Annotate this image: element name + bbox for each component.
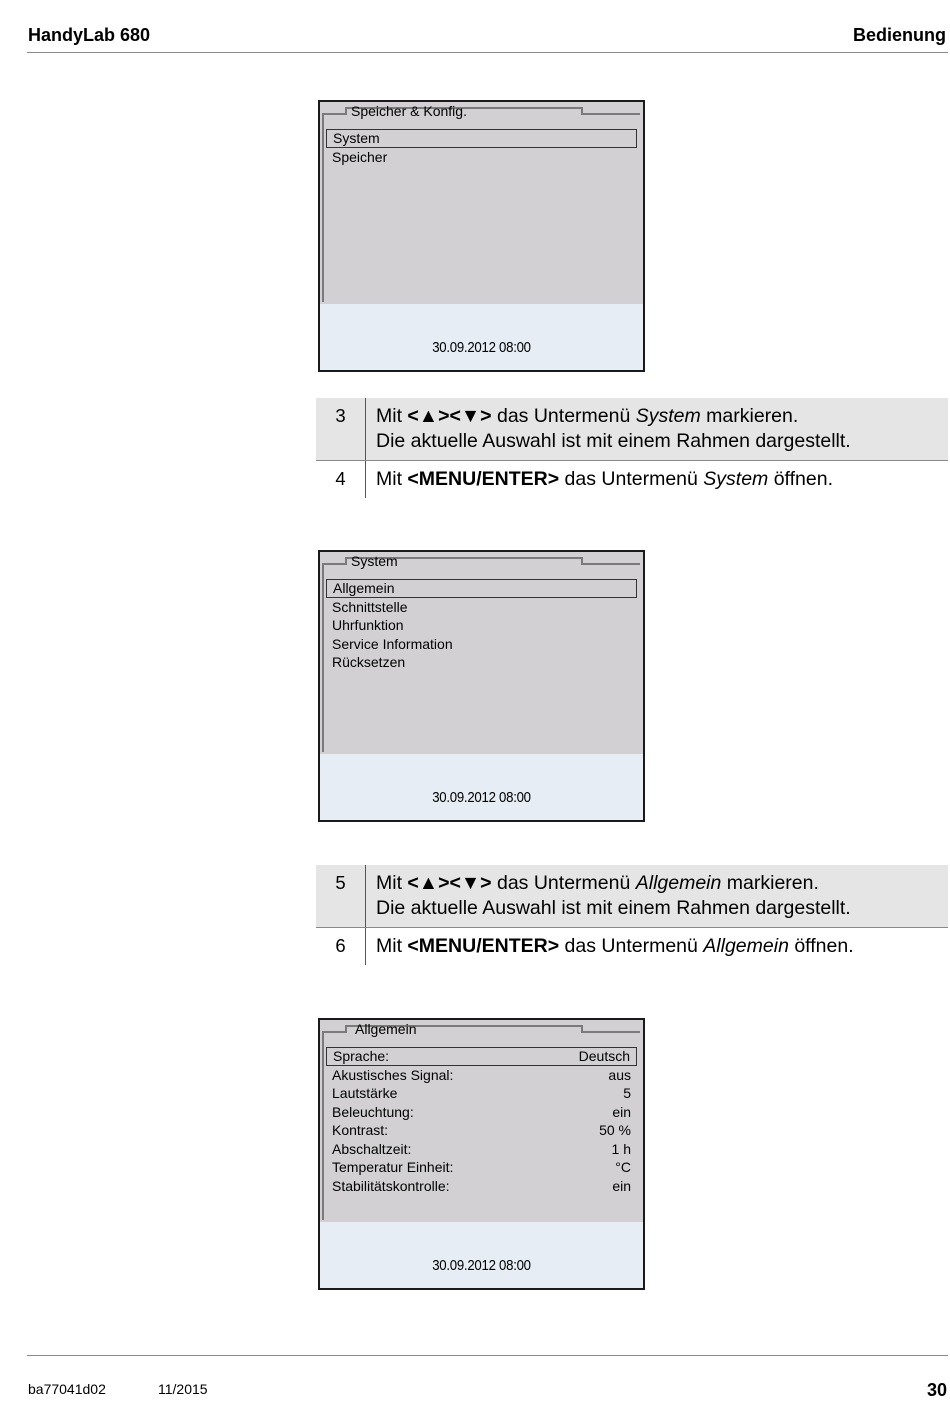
step-suffix: markieren. bbox=[700, 405, 799, 427]
footer-doc-id: ba77041d02 bbox=[28, 1381, 106, 1397]
step-text bbox=[366, 865, 851, 927]
menu-item-label: Allgemein bbox=[333, 580, 395, 596]
status-datetime: 30.09.2012 08:00 bbox=[432, 789, 531, 806]
step-prefix: Mit bbox=[376, 872, 408, 894]
step-number: 3 bbox=[316, 398, 366, 460]
setting-value: 50 % bbox=[599, 1122, 631, 1138]
step-prefix: Mit bbox=[376, 468, 408, 490]
page-number: 30 bbox=[926, 1380, 947, 1400]
step-suffix: öffnen. bbox=[768, 468, 833, 490]
step-prefix: Mit bbox=[376, 405, 408, 427]
menu-item-label: Uhrfunktion bbox=[332, 617, 404, 633]
setting-value: 5 bbox=[623, 1085, 631, 1101]
setting-beleuchtung[interactable] bbox=[326, 1103, 637, 1122]
setting-value: ein bbox=[612, 1103, 631, 1120]
setting-value: Deutsch bbox=[578, 1048, 630, 1064]
step-row bbox=[316, 865, 948, 928]
step-number: 4 bbox=[316, 461, 366, 498]
step-middle: das Untermenü bbox=[491, 405, 636, 427]
setting-label: Akustisches Signal: bbox=[332, 1066, 454, 1083]
device-screen-speicher-konfig bbox=[318, 100, 645, 372]
key-arrows: <▲><▼> bbox=[407, 872, 492, 894]
step-prefix: Mit bbox=[376, 935, 408, 957]
setting-label: Stabilitätskontrolle: bbox=[332, 1177, 450, 1194]
setting-value: 1 h bbox=[611, 1140, 631, 1157]
menu-list bbox=[326, 129, 637, 166]
key-arrows: <▲><▼> bbox=[407, 405, 492, 427]
step-middle: das Untermenü bbox=[559, 935, 704, 957]
menu-item-label: Schnittstelle bbox=[332, 598, 408, 615]
setting-label: Beleuchtung: bbox=[332, 1103, 414, 1120]
step-suffix: markieren. bbox=[721, 872, 819, 894]
step-row bbox=[316, 928, 948, 965]
setting-kontrast[interactable] bbox=[326, 1121, 637, 1140]
step-text bbox=[366, 398, 851, 460]
setting-akustisches-signal[interactable] bbox=[326, 1066, 637, 1085]
setting-value: aus bbox=[608, 1066, 631, 1083]
step-suffix: öffnen. bbox=[788, 935, 854, 957]
setting-label: Abschaltzeit: bbox=[332, 1140, 412, 1157]
header-section-title: Bedienung bbox=[853, 25, 946, 45]
screen-title: System bbox=[351, 553, 398, 569]
step-term: Allgemein bbox=[635, 872, 722, 894]
screen-title: Allgemein bbox=[355, 1021, 417, 1037]
status-datetime: 30.09.2012 08:00 bbox=[432, 1257, 531, 1274]
setting-lautstaerke[interactable] bbox=[326, 1084, 637, 1103]
menu-item-label: System bbox=[333, 130, 380, 146]
setting-temperatur-einheit[interactable] bbox=[326, 1158, 637, 1177]
menu-item-speicher[interactable] bbox=[326, 148, 637, 167]
setting-sprache[interactable] bbox=[326, 1047, 637, 1066]
header-rule bbox=[27, 52, 948, 53]
screen-title: Speicher & Konfig. bbox=[351, 103, 467, 119]
step-text bbox=[366, 928, 854, 965]
footer-rule bbox=[27, 1355, 948, 1356]
menu-item-ruecksetzen[interactable] bbox=[326, 653, 637, 672]
setting-label: Temperatur Einheit: bbox=[332, 1159, 454, 1175]
step-term: System bbox=[703, 468, 769, 490]
menu-item-system[interactable] bbox=[326, 129, 637, 148]
device-screen-system bbox=[318, 550, 645, 822]
step-text bbox=[366, 461, 833, 498]
footer-date: 11/2015 bbox=[158, 1381, 208, 1397]
menu-list bbox=[326, 579, 637, 672]
setting-stabilitaetskontrolle[interactable] bbox=[326, 1177, 637, 1196]
steps-table-2 bbox=[316, 865, 948, 965]
step-row bbox=[316, 398, 948, 461]
step-term: Allgemein bbox=[703, 935, 789, 957]
step-number: 5 bbox=[316, 865, 366, 927]
step-middle: das Untermenü bbox=[491, 872, 636, 894]
setting-value: °C bbox=[615, 1159, 631, 1175]
menu-item-uhrfunktion[interactable] bbox=[326, 616, 637, 635]
menu-item-service-information[interactable] bbox=[326, 635, 637, 654]
step-number: 6 bbox=[316, 928, 366, 965]
key-menu-enter: <MENU/ENTER> bbox=[407, 468, 560, 490]
menu-item-schnittstelle[interactable] bbox=[326, 598, 637, 617]
steps-table-1 bbox=[316, 398, 948, 498]
setting-label: Sprache: bbox=[333, 1048, 390, 1064]
step-row bbox=[316, 461, 948, 498]
device-screen-allgemein bbox=[318, 1018, 645, 1290]
key-menu-enter: <MENU/ENTER> bbox=[407, 935, 560, 957]
setting-label: Lautstärke bbox=[332, 1085, 398, 1101]
step-middle: das Untermenü bbox=[559, 468, 704, 490]
menu-item-allgemein[interactable] bbox=[326, 579, 637, 598]
menu-item-label: Speicher bbox=[332, 148, 388, 165]
menu-item-label: Rücksetzen bbox=[332, 654, 406, 670]
header-product-name: HandyLab 680 bbox=[28, 25, 151, 45]
status-datetime: 30.09.2012 08:00 bbox=[432, 339, 531, 356]
setting-abschaltzeit[interactable] bbox=[326, 1140, 637, 1159]
step-note: Die aktuelle Auswahl ist mit einem Rahmen dargestellt. bbox=[376, 430, 851, 452]
settings-list bbox=[326, 1047, 637, 1195]
setting-label: Kontrast: bbox=[332, 1122, 389, 1138]
setting-value: ein bbox=[612, 1177, 631, 1194]
step-note: Die aktuelle Auswahl ist mit einem Rahmen dargestellt. bbox=[376, 897, 851, 919]
step-term: System bbox=[635, 405, 701, 427]
menu-item-label: Service Information bbox=[332, 635, 453, 652]
